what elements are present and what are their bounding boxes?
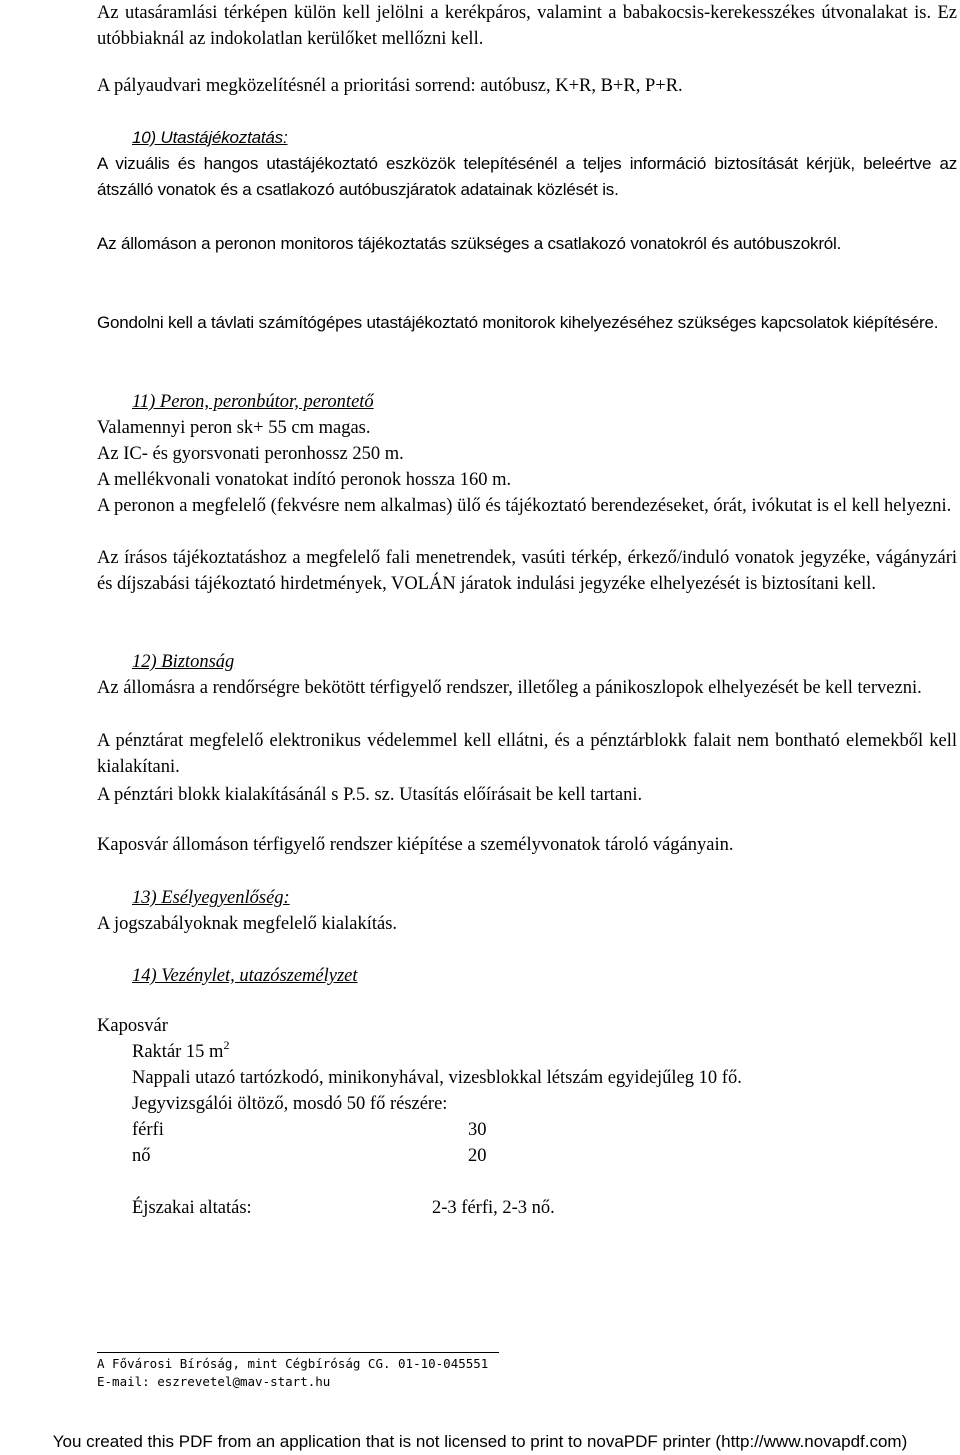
section-11-line-1: Valamennyi peron sk+ 55 cm magas. [97, 418, 371, 438]
section-10-heading: 10) Utastájékoztatás: [132, 128, 288, 147]
storage-line [132, 1039, 229, 1065]
male-label: férfi [132, 1120, 164, 1140]
section-11-paragraph-1: A peronon a megfelelő (fekvésre nem alkalmas) ülő és tájékoztató berendezéseket, órát, ivókutat is el kell helyezni. [97, 496, 952, 516]
locker-room: Jegyvizsgálói öltöző, mosdó 50 fő részére: [132, 1094, 448, 1114]
day-staff-room: Nappali utazó tartózkodó, minikonyhával, vizesblokkal létszám egyidejűleg 10 fő. [132, 1068, 742, 1088]
section-11-line-3: A mellékvonali vonatokat indító peronok hossza 160 m. [97, 470, 512, 490]
section-11-paragraph-2: Az írásos tájékoztatáshoz a megfelelő fali menetrendek, vasúti térkép, érkező/induló vonatok jegyzéke, vágányzári és díjszabási tájékoztató hirdetmények, VOLÁN járatok indulási jegyzéke elhelyezését is biztosítani kell. [97, 548, 957, 594]
footer-divider [97, 1352, 499, 1353]
night-rest-label: Éjszakai altatás: [132, 1198, 252, 1218]
section-11-line-2: Az IC- és gyorsvonati peronhossz 250 m. [97, 444, 404, 464]
section-12-paragraph-3: A pénztári blokk kialakításánál s P.5. sz. Utasítás előírásait be kell tartani. [97, 785, 643, 805]
section-10-paragraph-2: Az állomáson a peronon monitoros tájékoztatás szükséges a csatlakozó vonatokról és autóbuszokról. [97, 234, 842, 253]
printer-notice-close: ) [901, 1432, 908, 1451]
section-12-paragraph-4: Kaposvár állomáson térfigyelő rendszer kiépítése a személyvonatok tároló vágányain. [97, 835, 734, 855]
intro-paragraph-1: Az utasáramlási térképen külön kell jelölni a kerékpáros, valamint a babakocsis-kerekesszékes útvonalakat is. Ez utóbbiaknál az indokolatlan kerülőket mellőzni kell. [97, 3, 957, 49]
square-exponent: 2 [223, 1038, 230, 1052]
female-count: 20 [468, 1146, 487, 1166]
footer-court-registry: A Fővárosi Bíróság, mint Cégbíróság CG. 01-10-045551 [97, 1356, 489, 1371]
section-14-place: Kaposvár [97, 1016, 168, 1036]
intro-paragraph-2: A pályaudvari megközelítésnél a prioritási sorrend: autóbusz, K+R, B+R, P+R. [97, 76, 683, 96]
novapdf-link[interactable]: http://www.novapdf.com [721, 1432, 902, 1451]
night-rest-value: 2-3 férfi, 2-3 nő. [432, 1198, 555, 1218]
printer-notice [0, 1429, 960, 1455]
storage-text: Raktár 15 m [132, 1042, 224, 1062]
section-14-heading: 14) Vezénylet, utazószemélyzet [132, 966, 358, 986]
male-count: 30 [468, 1120, 487, 1140]
section-10-paragraph-1: A vizuális és hangos utastájékoztató eszközök telepítésénél a teljes információ biztosítását kérjük, beleértve az átszálló vonatok és a csatlakozó autóbuszjáratok adatainak közlését is. [97, 154, 957, 199]
section-13-heading: 13) Esélyegyenlőség: [132, 888, 290, 908]
footer-email: E-mail: eszrevetel@mav-start.hu [97, 1374, 331, 1389]
printer-notice-text: You created this PDF from an application that is not licensed to print to novaPDF printer ( [52, 1432, 722, 1451]
section-11-heading: 11) Peron, peronbútor, perontető [132, 392, 374, 412]
section-12-heading: 12) Biztonság [132, 652, 235, 672]
section-13-paragraph-1: A jogszabályoknak megfelelő kialakítás. [97, 914, 398, 934]
section-12-paragraph-1: Az állomásra a rendőrségre bekötött térfigyelő rendszer, illetőleg a pánikoszlopok elhelyezését be kell tervezni. [97, 678, 922, 698]
section-12-paragraph-2: A pénztárat megfelelő elektronikus védelemmel kell ellátni, és a pénztárblokk falait nem bontható elemekből kell kialakítani. [97, 731, 957, 777]
section-10-paragraph-3: Gondolni kell a távlati számítógépes utastájékoztató monitorok kihelyezéséhez szükséges kapcsolatok kiépítésére. [97, 313, 939, 332]
female-label: nő [132, 1146, 151, 1166]
